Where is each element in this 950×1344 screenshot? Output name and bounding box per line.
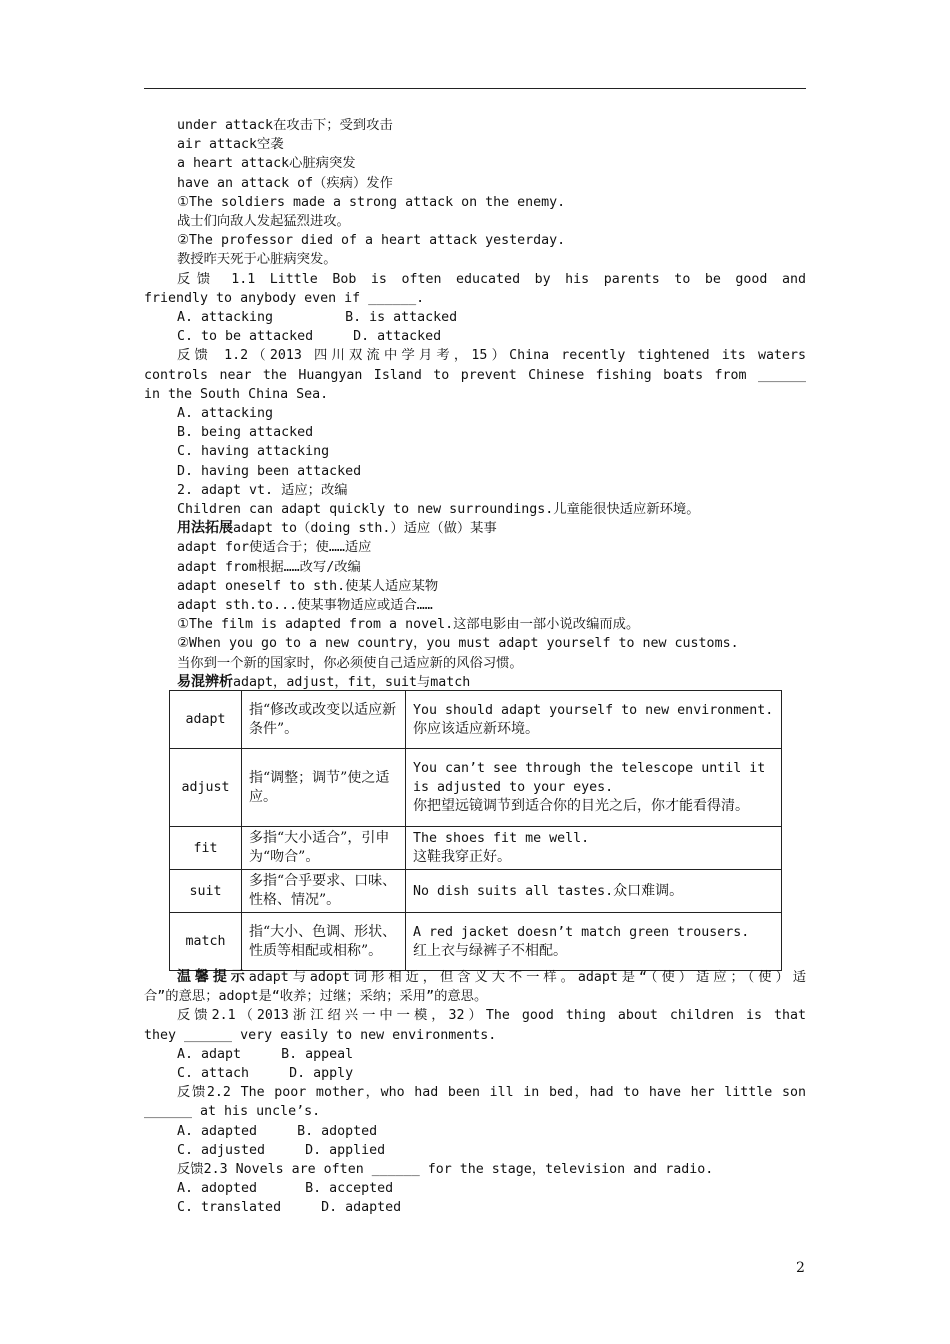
example-chinese: 这鞋我穿正好。 [413,849,511,865]
bottom-line [144,1160,806,1179]
top-line [144,442,806,461]
top-line [144,366,806,385]
line-text: 当你到一个新的国家时，你必须使自己适应新的风俗习惯。 [177,655,523,671]
line-text: 教授昨天死于心脏病突发。 [177,252,337,268]
example-cell [406,827,782,870]
top-line [144,385,806,404]
header-rule [144,88,806,89]
example-chinese: 众口难调。 [613,882,684,899]
meaning-cell: 指“修改或改变以适应新条件”。 [242,691,406,749]
line-text: C. adjusted D. applied [177,1142,386,1158]
line-text: A. adapt B. appeal [177,1046,354,1062]
line-text: 反馈 1.1 Little Bob is often educated by his parents to be good and [177,271,806,287]
top-line [144,481,806,500]
word-cell: match [170,913,242,971]
example-english: You can’t see through the telescope until it is adjusted to your eyes. [413,761,766,795]
line-text: controls near the Huangyan Island to prevent Chinese fishing boats from ______ [144,367,806,383]
top-line [144,212,806,231]
line-text: ②The professor died of a heart attack yesterday. [177,233,566,249]
line-text: adapt from根据……改写/改编 [177,559,361,575]
line-text: 反馈 1.2（2013 四川双流中学月考，15）China recently tightened its waters [177,348,806,364]
line-text: they ______ very easily to new environments. [144,1027,497,1043]
top-line [144,519,806,538]
line-text: adapt oneself to sth.使某人适应某物 [177,578,439,594]
meaning-cell: 多指“合乎要求、口味、性格、情况”。 [242,870,406,913]
top-line [144,596,806,615]
line-text: A. attacking [177,406,274,422]
bottom-line [144,1102,806,1121]
example-cell [406,691,782,749]
top-line [144,404,806,423]
bottom-line [144,1198,806,1217]
top-line [144,558,806,577]
top-line [144,462,806,481]
top-line [144,538,806,557]
example-chinese: 你应该适应新环境。 [413,720,539,737]
line-text: 反馈2.1（2013浙江绍兴一中一模，32）The good thing about children is that [177,1008,806,1024]
bottom-line [144,968,806,987]
section-heading: 温馨提示 [177,969,249,985]
bottom-line [144,1026,806,1045]
top-line [144,346,806,365]
example-english: No dish suits all tastes. [413,883,614,899]
line-text: air attack空袭 [177,137,284,153]
line-text: adapt for使适合于；使……适应 [177,540,372,556]
line-text: A. attacking B. is attacked [177,310,458,326]
line-text: ①The soldiers made a strong attack on the enemy. [177,194,566,210]
top-line [144,615,806,634]
top-line [144,577,806,596]
top-line [144,250,806,269]
line-text: adapt，adjust，fit，suit与match [233,674,471,690]
top-line [144,270,806,289]
top-line [144,174,806,193]
example-chinese: 红上衣与绿裤子不相配。 [413,942,567,959]
body-text-bottom [144,968,806,1218]
bottom-line [144,1006,806,1025]
page-number: 2 [796,1260,805,1276]
top-line [144,154,806,173]
table-row [170,870,782,913]
word-cell: suit [170,870,242,913]
line-text: 合”的意思；adopt是“收养；过继；采纳；采用”的意思。 [144,989,488,1005]
line-text: A. adapted B. adopted [177,1123,378,1139]
bottom-line [144,987,806,1006]
table-row [170,691,782,749]
line-text: have an attack of（疾病）发作 [177,175,393,191]
meaning-cell: 多指“大小适合”，引申为“吻合”。 [242,827,406,870]
top-line [144,500,806,519]
line-text: ______ at his uncle’s. [144,1104,321,1120]
table-row [170,749,782,827]
line-text: under attack在攻击下；受到攻击 [177,118,393,133]
top-line [144,289,806,308]
table-row [170,827,782,870]
bottom-line [144,1141,806,1160]
line-text: adapt to（doing sth.）适应（做）某事 [233,521,497,537]
word-cell: adjust [170,749,242,827]
bottom-line [144,1045,806,1064]
section-heading: 易混辨析 [177,673,233,690]
line-text: C. to be attacked D. attacked [177,329,442,345]
table-row [170,913,782,971]
line-text: 2. adapt vt. 适应；改编 [177,482,348,498]
bottom-line [144,1083,806,1102]
top-line [144,654,806,673]
line-text: D. having been attacked [177,463,362,479]
line-text: friendly to anybody even if ______. [144,290,425,306]
meaning-cell: 指“调整；调节”使之适应。 [242,749,406,827]
bottom-line [144,1064,806,1083]
top-line [144,634,806,653]
example-cell [406,749,782,827]
example-cell [406,870,782,913]
word-cell: adapt [170,691,242,749]
top-line [144,308,806,327]
top-line [144,327,806,346]
line-text: ②When you go to a new country，you must adapt yourself to new customs. [177,636,739,652]
line-text: a heart attack心脏病突发 [177,156,356,172]
line-text: C. translated D. adapted [177,1200,402,1216]
line-text: C. attach D. apply [177,1066,354,1082]
example-english: The shoes fit me well. [413,831,590,846]
line-text: 战士们向敌人发起猛烈进攻。 [177,214,350,230]
line-text: in the South China Sea. [144,386,329,402]
line-text: Children can adapt quickly to new surroundings.儿童能很快适应新环境。 [177,502,700,518]
top-line [144,423,806,442]
top-line [144,135,806,154]
top-line [144,193,806,212]
bottom-line [144,1179,806,1198]
line-text: B. being attacked [177,425,314,441]
line-text: ①The film is adapted from a novel.这部电影由一部小说改编而成。 [177,617,640,633]
example-english: You should adapt yourself to new environment. [413,702,774,718]
body-text-top [144,116,806,692]
line-text: adapt与adopt词形相近，但含义大不一样。adapt是“（使）适应；（使）适 [248,970,807,985]
line-text: A. adopted B. accepted [177,1181,394,1197]
word-cell: fit [170,827,242,870]
section-heading: 用法拓展 [177,520,233,537]
top-line [144,231,806,250]
top-line [144,116,806,135]
example-chinese: 你把望远镜调节到适合你的目光之后，你才能看得清。 [413,798,749,814]
meaning-cell: 指“大小、色调、形状、性质等相配或相称”。 [242,913,406,971]
example-english: A red jacket doesn’t match green trousers. [413,924,750,940]
line-text: C. having attacking [177,444,330,460]
example-cell [406,913,782,971]
bottom-line [144,1122,806,1141]
line-text: 反馈2.2 The poor mother，who had been ill in bed，had to have her little son [177,1085,806,1101]
comparison-table [169,690,782,971]
line-text: adapt sth.to...使某事物适应或适合…… [177,598,433,614]
line-text: 反馈2.3 Novels are often ______ for the stage，television and radio. [177,1162,714,1178]
